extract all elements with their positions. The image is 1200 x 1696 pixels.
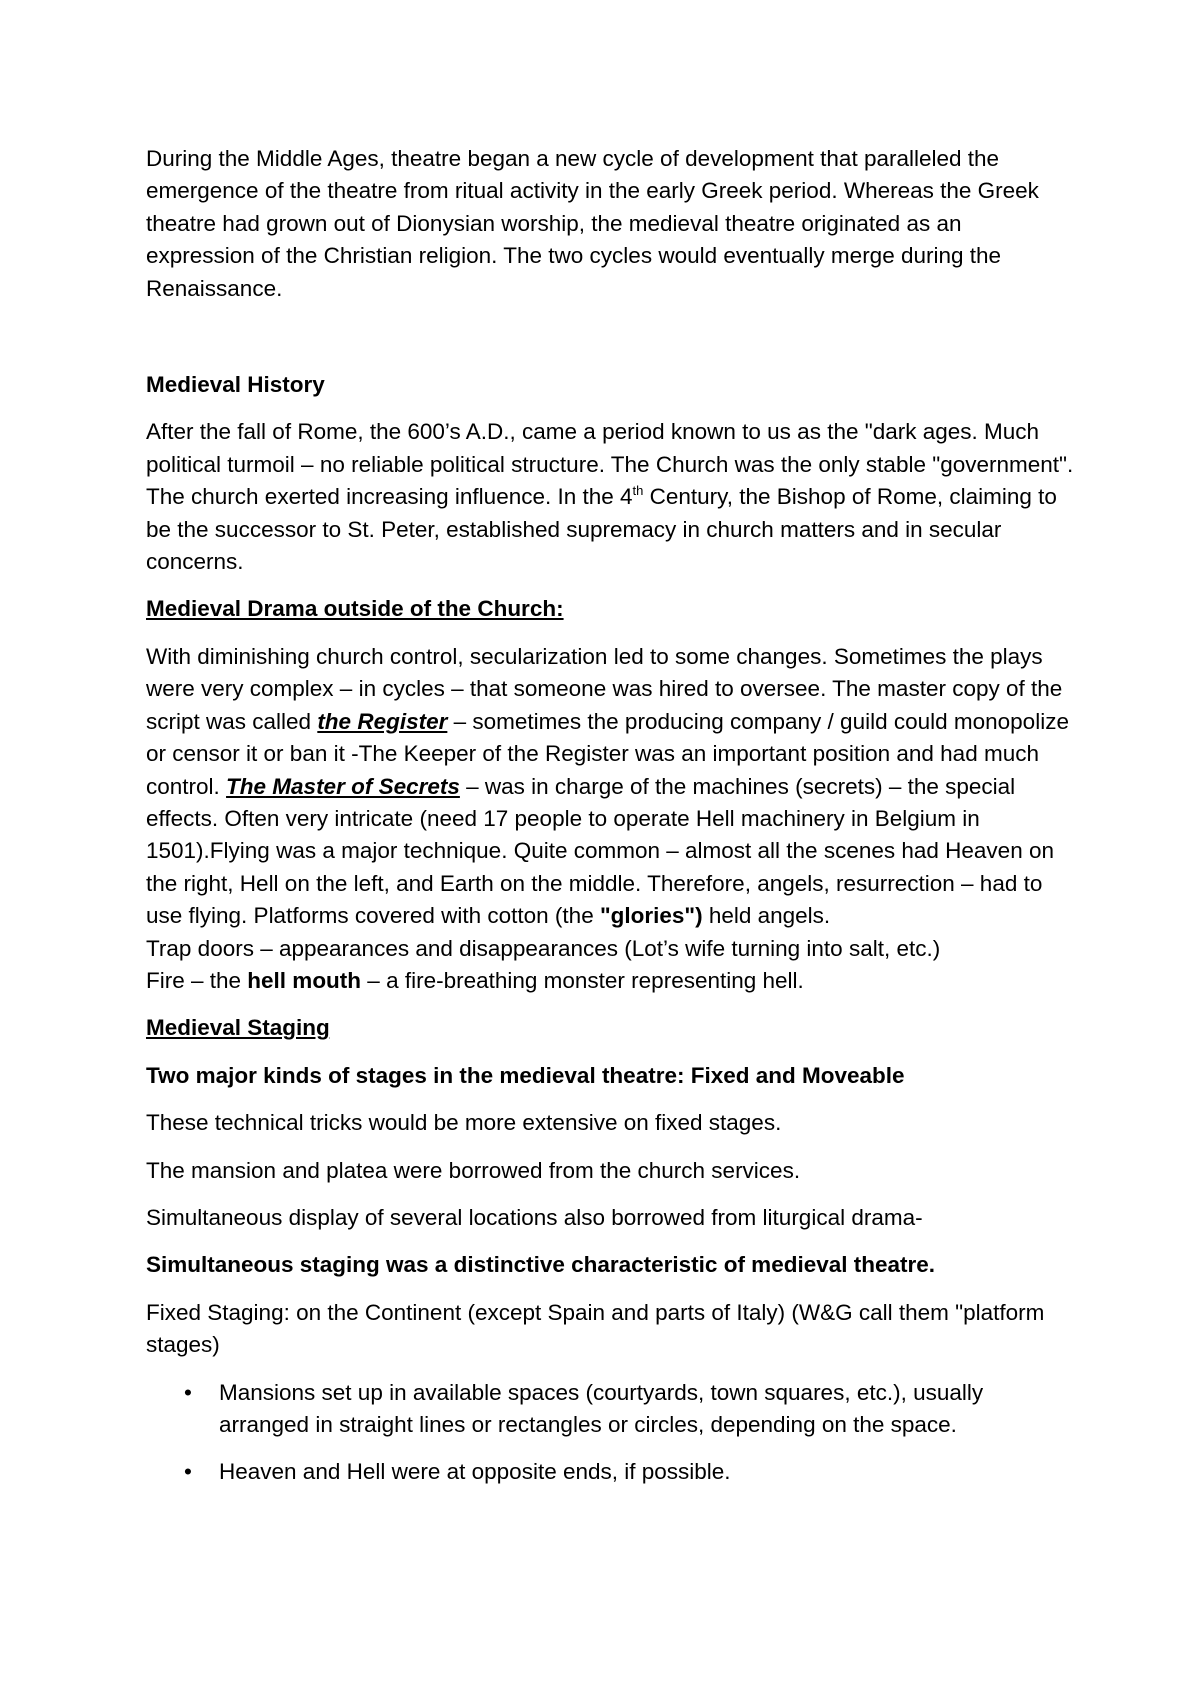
fixed-staging-paragraph: Fixed Staging: on the Continent (except Spain and parts of Italy) (W&G call them "platform stages)	[146, 1299, 1045, 1358]
list-item-text: Mansions set up in available spaces (courtyards, town squares, etc.), usually arranged in straight lines or rectangles or circles, depending on the space.	[219, 1379, 984, 1437]
mansion-platea-paragraph: The mansion and platea were borrowed from the church services.	[146, 1157, 801, 1183]
simultaneous-staging-statement: Simultaneous staging was a distinctive characteristic of medieval theatre.	[146, 1252, 936, 1278]
ordinal-superscript: th	[632, 483, 644, 499]
fire-line	[146, 965, 1076, 997]
stage-kinds-subheading: Two major kinds of stages in the medieval theatre: Fixed and Moveable	[146, 1062, 905, 1088]
history-text-part1: After the fall of Rome, the 600’s A.D., came a period known to us as the "dark ages. Much political turmoil – no reliable political structure. The Church was the only stable "government". The church exerted increasing influence. In the 4	[146, 419, 1074, 510]
drama-text-part3: – was in charge of the machines (secrets) – the special effects. Often very intricate (need 17 people to operate Hell machinery in Belgium in 1501).Flying was a major technique. Quite common – almost all the scenes had Heaven on the right, Hell on the left, and Earth on the middle. Therefore, angels, resurrection – had to use flying. Platforms covered with cotton (the	[146, 773, 1054, 929]
glories-term: "glories")	[599, 903, 703, 929]
bullet-icon: •	[184, 1459, 192, 1485]
master-of-secrets-term: The Master of Secrets	[226, 773, 460, 799]
drama-text-part2: – sometimes the producing company / guild could monopolize or censor it or ban it -The Keeper of the Register was an important position and had much control.	[146, 708, 1069, 799]
bullet-icon: •	[184, 1379, 192, 1405]
fixed-staging-bullet-list	[146, 1377, 1076, 1489]
medieval-drama-paragraph	[146, 641, 1076, 933]
fire-text-pre: Fire – the	[146, 967, 248, 993]
medieval-staging-heading: Medieval Staging	[146, 1015, 330, 1041]
history-text-part2: Century, the Bishop of Rome, claiming to be the successor to St. Peter, established supremacy in church matters and in secular concerns.	[146, 484, 1057, 575]
list-item	[146, 1377, 1076, 1442]
technical-tricks-paragraph: These technical tricks would be more extensive on fixed stages.	[146, 1110, 782, 1136]
fire-text-post: – a fire-breathing monster representing hell.	[361, 967, 804, 993]
trap-doors-line: Trap doors – appearances and disappearances (Lot’s wife turning into salt, etc.)	[146, 935, 941, 961]
list-item	[146, 1456, 1076, 1488]
medieval-history-paragraph	[146, 416, 1076, 578]
simultaneous-display-paragraph: Simultaneous display of several locations also borrowed from liturgical drama-	[146, 1204, 923, 1230]
intro-paragraph: During the Middle Ages, theatre began a new cycle of development that paralleled the emergence of the theatre from ritual activity in the early Greek period. Whereas the Greek theatre had grown out of Dionysian worship, the medieval theatre originated as an expression of the Christian religion. The two cycles would eventually merge during the Renaissance.	[146, 146, 1039, 301]
medieval-drama-heading: Medieval Drama outside of the Church:	[146, 596, 564, 622]
hell-mouth-term: hell mouth	[247, 967, 362, 993]
list-item-text: Heaven and Hell were at opposite ends, if possible.	[219, 1459, 731, 1485]
the-register-term: the Register	[317, 708, 448, 734]
medieval-history-heading: Medieval History	[146, 372, 325, 398]
document-page	[146, 143, 1076, 1504]
drama-text-part4: held angels.	[702, 903, 831, 929]
drama-text-part1: With diminishing church control, secularization led to some changes. Sometimes the plays were very complex – in cycles – that someone was hired to oversee. The master copy of the script was called	[146, 643, 1063, 734]
